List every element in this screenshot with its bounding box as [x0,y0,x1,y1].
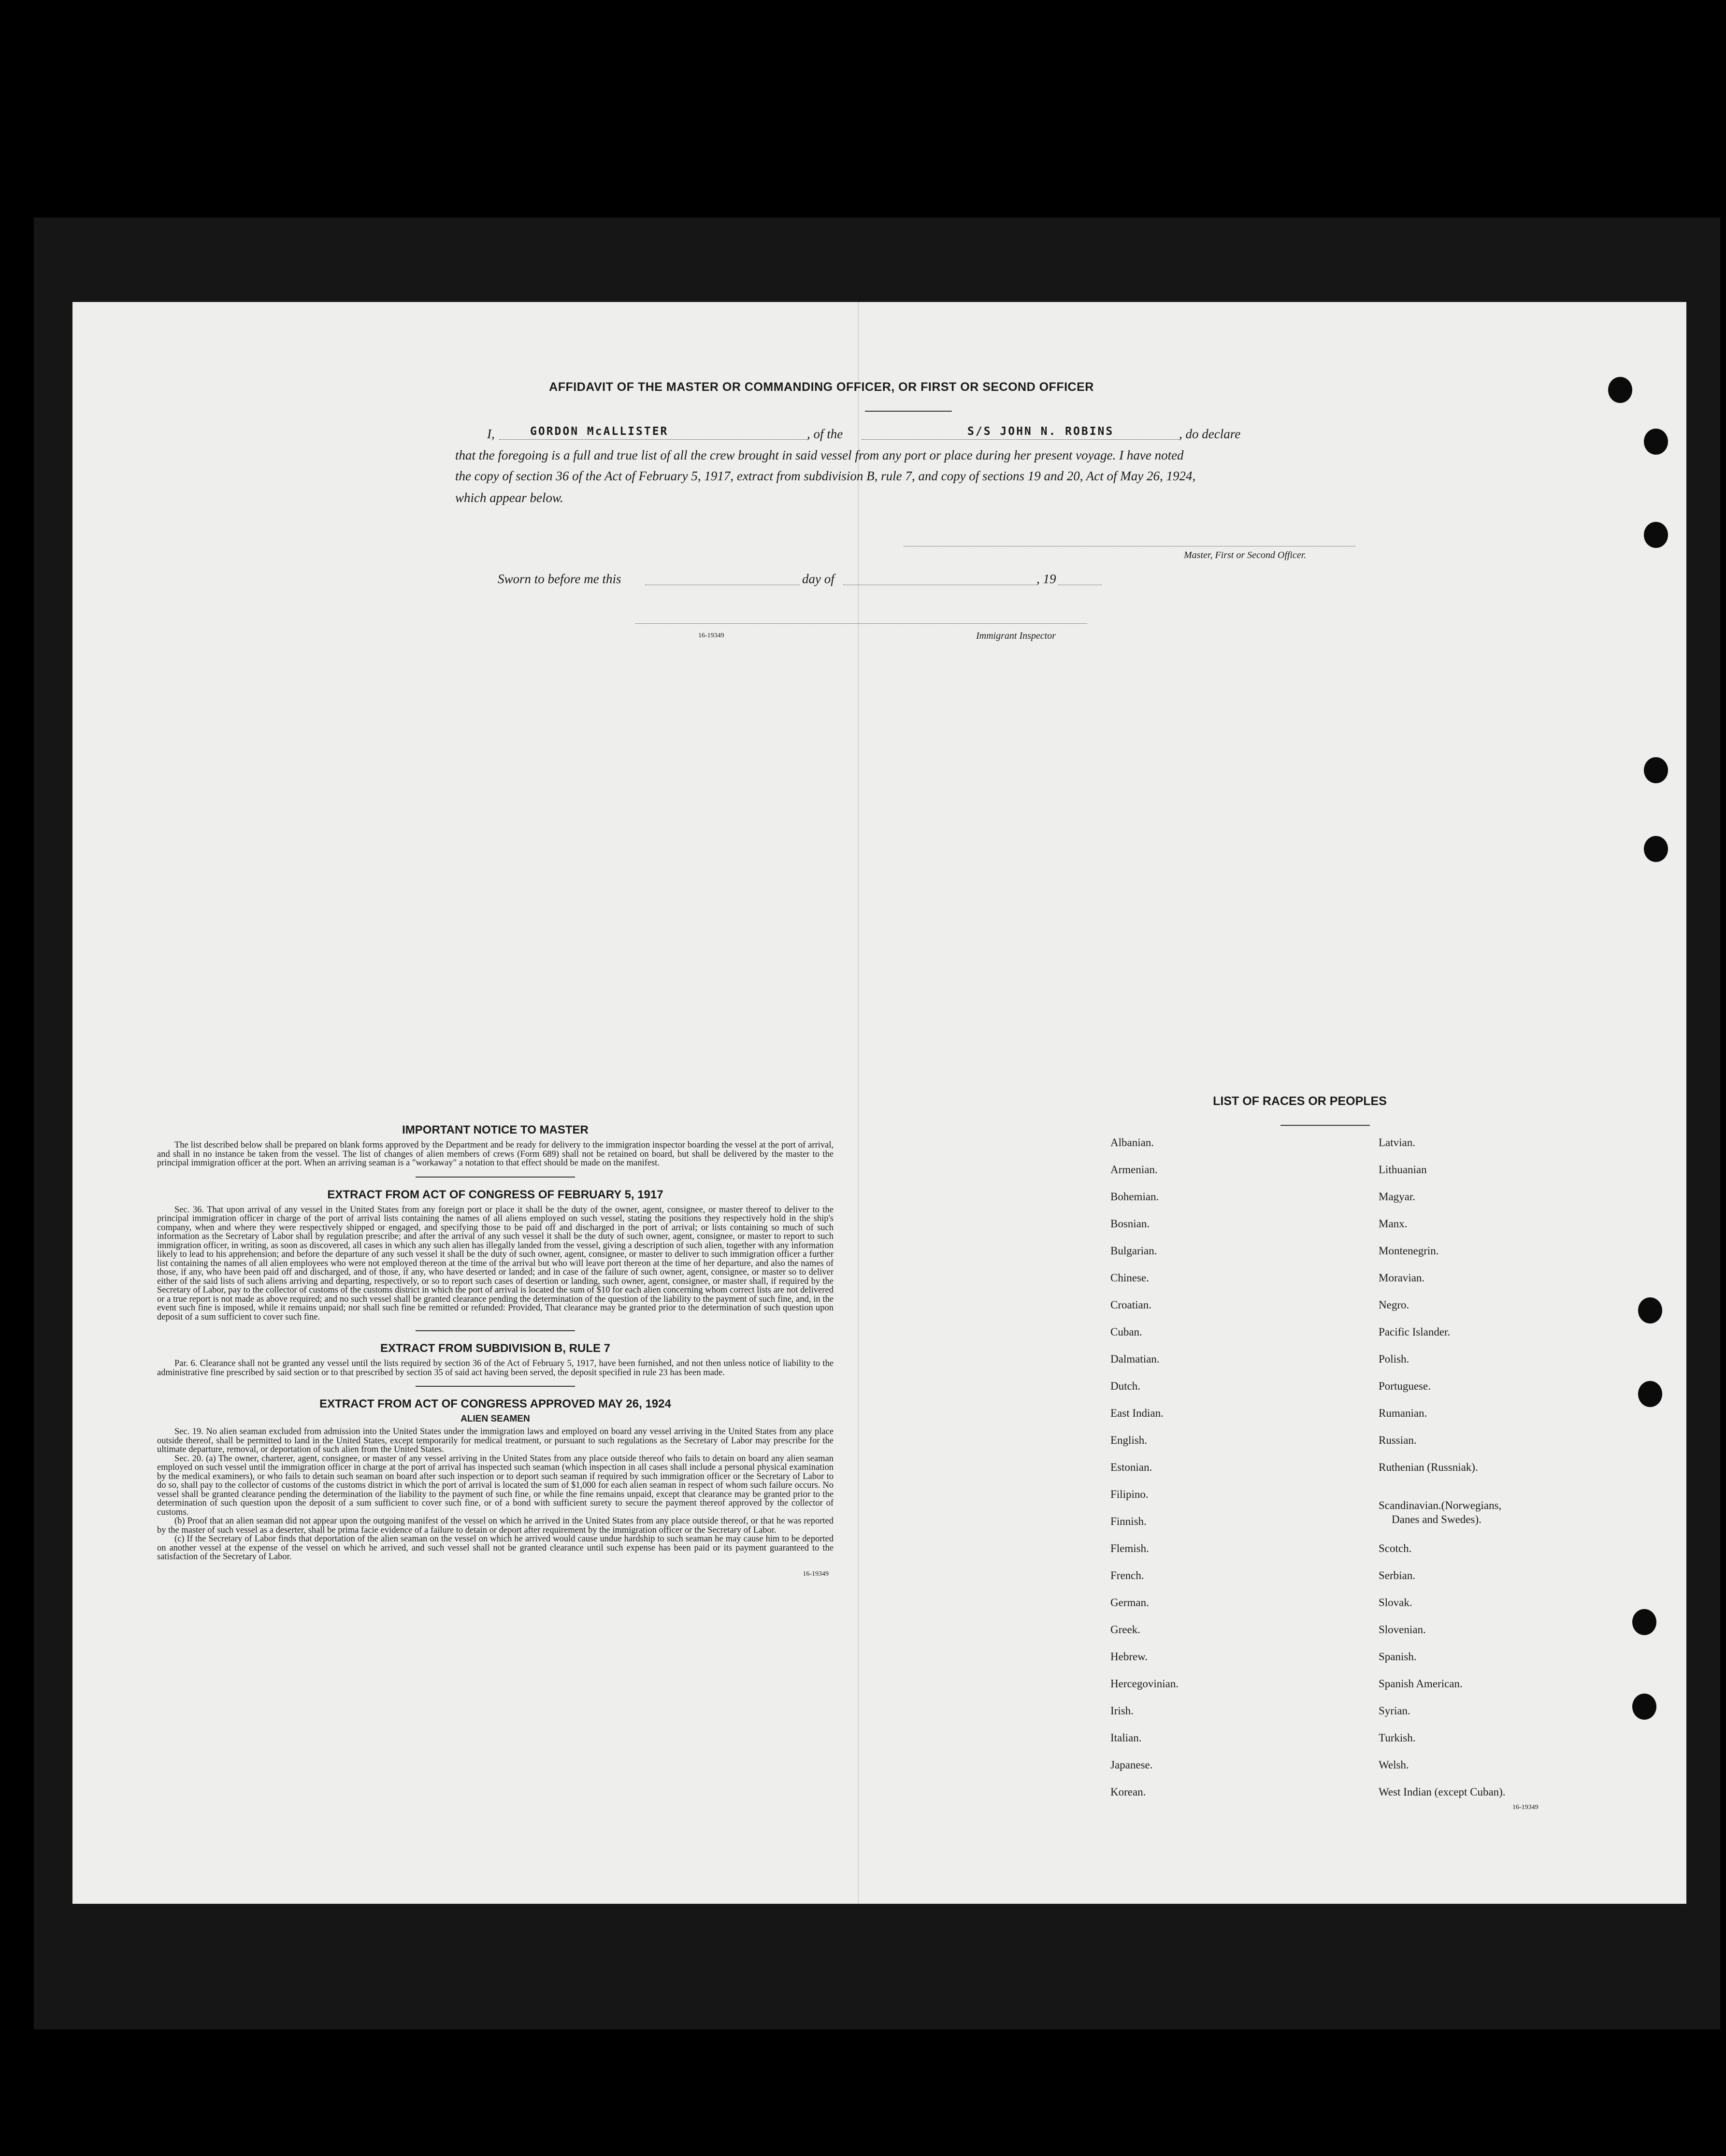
day-of-label: day of [802,572,834,586]
race-item: Filipino. [1110,1488,1149,1500]
race-item: Flemish. [1110,1542,1149,1554]
inspector-caption: Immigrant Inspector [976,631,1056,641]
punch-hole [1644,522,1668,548]
race-item: Greek. [1110,1624,1140,1636]
inspector-line [635,623,1087,624]
sec20c-text: (c) If the Secretary of Labor finds that deportation of the alien seaman on the vessel on which he arrived would cause undue hardship to such seaman he may cause him to be deported on another vessel at the expense of the vessel on which he arrived, and such vessel shall not be granted clearance until such expense has been paid or its payment guaranteed to the satisfaction of the Secretary of Labor. [157,1534,834,1562]
affidavit-line-2: that the foregoing is a full and true list of all the crew brought in said vessel from any port or place during her present voyage. I have noted [455,448,1184,462]
race-item: Korean. [1110,1786,1146,1798]
extract-1924-title: EXTRACT FROM ACT OF CONGRESS APPROVED MAY 26, 1924 [319,1397,671,1410]
race-item: Ruthenian (Russniak). [1379,1461,1478,1473]
race-item: Rumanian. [1379,1407,1427,1419]
affidavit-title: AFFIDAVIT OF THE MASTER OR COMMANDING OFFICER, OR FIRST OR SECOND OFFICER [549,380,1094,394]
form-number: 16-19349 [803,1570,829,1578]
race-item: Moravian. [1379,1272,1425,1284]
notice-section [157,1123,834,1578]
race-item: Irish. [1110,1705,1134,1717]
punch-hole [1644,836,1668,862]
race-item: English. [1110,1434,1148,1446]
race-item: Negro. [1379,1299,1410,1311]
race-item: Lithuanian [1379,1164,1427,1176]
race-item: Albanian. [1110,1136,1154,1149]
race-item: Dalmatian. [1110,1353,1160,1365]
race-item: Russian. [1379,1434,1417,1446]
signature-caption: Master, First or Second Officer. [1184,550,1307,561]
sec19-text: Sec. 19. No alien seaman excluded from admission into the United States under the immigration laws and employed on board any vessel arriving in the United States from any place outside thereof, shall be permitted to land in the United States, except temporarily for medical treatment, or pursuant to such regulations as the Secretary of Labor may prescribe for the ultimate departure, removal, or deportation of such alien from the United States. [157,1427,834,1454]
race-item: Danes and Swedes). [1392,1513,1481,1525]
races-divider [1280,1125,1370,1126]
master-name-field[interactable]: GORDON McALLISTER [530,425,669,438]
race-item: Chinese. [1110,1272,1149,1284]
do-declare-label: , do declare [1179,427,1241,441]
race-item: Pacific Islander. [1379,1326,1451,1338]
race-item: West Indian (except Cuban). [1379,1786,1506,1798]
page-fold [858,302,859,1904]
sworn-label: Sworn to before me this [498,572,621,586]
notice-title: IMPORTANT NOTICE TO MASTER [402,1123,589,1136]
extract-1917-title: EXTRACT FROM ACT OF CONGRESS OF FEBRUARY 5, 1917 [327,1188,663,1201]
race-item: East Indian. [1110,1407,1164,1419]
race-item: Hebrew. [1110,1651,1148,1663]
race-item: Dutch. [1110,1380,1140,1392]
affidavit-line-4: which appear below. [455,490,563,505]
race-item: Cuban. [1110,1326,1142,1338]
race-item: Slovenian. [1379,1624,1426,1636]
rule7-title: EXTRACT FROM SUBDIVISION B, RULE 7 [380,1342,611,1355]
year-prefix-label: , 19 [1036,572,1056,586]
race-item: Montenegrin. [1379,1245,1439,1257]
rule7-text: Par. 6. Clearance shall not be granted any vessel until the lists required by section 36 of the Act of February 5, 1917, have been furnished, and not then unless notice of liability to the administrative fine prescribed by said section or to that prescribed by section 35 of said act having been served, the deposit specified in rule 23 has been made. [157,1359,834,1378]
race-item: Scandinavian.(Norwegians, [1379,1499,1502,1511]
punch-hole [1632,1694,1656,1720]
title-divider [865,411,952,412]
sec20a-text: Sec. 20. (a) The owner, charterer, agent, consignee, or master of any vessel arriving in the United States from any place outside thereof who fails to detain on board any alien seaman employed on such vessel until the immigration officer in charge at the port of arrival has inspected such seaman (which inspection in all cases shall include a personal physical examination by the medical examiners), or who fails to detain such seaman on board after such inspection or to deport such seaman if required by such immigration officer or the Secretary of Labor to do so, shall pay to the collector of customs of the customs district in which the port of arrival is located the sum of $1,000 for each alien seaman in respect of whom such failure occurs. No vessel shall be granted clearance pending the determination of the liability to the payment of such fine, or while the fine remains unpaid, except that clearance may be granted prior to the determination of such question upon the deposit of a sum sufficient to cover such fine, or of a bond with sufficient surety to secure the payment thereof approved by the collector of customs. [157,1453,834,1517]
alien-seamen-subtitle: ALIEN SEAMEN [460,1414,530,1424]
race-item: Hercegovinian. [1110,1678,1179,1690]
race-item: German. [1110,1596,1149,1609]
race-item: Japanese. [1110,1759,1153,1771]
vessel-name-field[interactable]: S/S JOHN N. ROBINS [967,425,1114,438]
of-the-label: , of the [807,427,843,441]
race-item: Serbian. [1379,1569,1416,1581]
race-item: Estonian. [1110,1461,1152,1473]
race-item: Magyar. [1379,1191,1416,1203]
race-item: Slovak. [1379,1596,1412,1609]
affidavit-line-3: the copy of section 36 of the Act of February 5, 1917, extract from subdivision B, rule 7, and copy of sections 19 and 20, Act of May 26, 1924, [455,469,1196,483]
race-item: Turkish. [1379,1732,1416,1744]
race-item: Scotch. [1379,1542,1412,1554]
i-label: I, [487,427,495,441]
races-title: LIST OF RACES OR PEOPLES [1213,1094,1387,1108]
race-item: Italian. [1110,1732,1142,1744]
divider [416,1386,575,1387]
race-item: Spanish. [1379,1651,1417,1663]
punch-hole [1644,429,1668,455]
race-item: Armenian. [1110,1164,1158,1176]
punch-hole [1608,377,1632,403]
race-item: Finnish. [1110,1515,1147,1527]
race-item: Bulgarian. [1110,1245,1157,1257]
manifest-page [72,302,1686,1904]
divider [416,1177,575,1178]
extract-1917-text: Sec. 36. That upon arrival of any vessel in the United States from any foreign port or place it shall be the duty of the owner, agent, consignee, or master thereof to deliver to the principal immigration officer in charge of the port of arrival lists containing the names of all aliens employed on such vessel, stating the positions they respectively hold in the ship's company, when and where they were respectively shipped or engaged, and specifying those to be paid off and discharged in the port of arrival; or lists containing so much of such information as the Secretary of Labor shall by regulation prescribe; and after the arrival of any such vessel it shall be the duty of such owner, agent, consignee, or master to report to such immigration officer, in writing, as soon as discovered, all cases in which any such alien has illegally landed from the vessel, giving a description of such alien, together with any information likely to lead to his apprehension; and before the departure of any such vessel it shall be the duty of such owner, agent, consignee, or master to deliver to such immigration officer a further list containing the names of all alien employees who were not employed thereon at the time of the arrival but who will leave port thereon at the time of her departure, and also the names of those, if any, who have been paid off and discharged, and of those, if any, who have deserted or landed; and in case of the failure of such owner, agent, consignee, or master so to deliver either of the said lists of such aliens arriving and departing, respectively, or so to report such cases of desertion or landing, such owner, agent, consignee, or master shall, if required by the Secretary of Labor, pay to the collector of customs of the customs district in which the port of arrival is located the sum of $10 for each alien concerning whom correct lists are not delivered or a true report is not made as above required; and no such vessel shall be granted clearance pending the determination of the question of the liability to the payment of such fine, and, in the event such fine is imposed, while it remains unpaid; nor shall such fine be remitted or refunded: Provided, That clearance may be granted prior to the determination of such question upon deposit of a sum sufficient to cover such fine. [157,1205,834,1322]
punch-hole [1644,757,1668,783]
form-number: 16-19349 [1512,1804,1539,1811]
divider [416,1330,575,1331]
race-item: Welsh. [1379,1759,1409,1771]
race-item: Bosnian. [1110,1218,1150,1230]
race-item: Portuguese. [1379,1380,1431,1392]
race-item: Manx. [1379,1218,1408,1230]
race-item: Croatian. [1110,1299,1151,1311]
punch-hole [1632,1609,1656,1635]
punch-hole [1638,1381,1662,1407]
race-item: French. [1110,1569,1144,1581]
notice-text: The list described below shall be prepared on blank forms approved by the Department and be ready for delivery to the immigration inspector boarding the vessel at the port of arrival, and shall in no instance be taken from the vessel. The list of changes of alien members of crews (Form 689) shall not be retained on board, but shall be delivered by the master to the principal immigration officer at the port. When an arriving seaman is a "workaway" a notation to that effect should be made on the manifest. [157,1140,834,1168]
race-item: Syrian. [1379,1705,1410,1717]
vessel-name-line [862,439,1180,440]
master-name-line [499,439,808,440]
punch-hole [1638,1297,1662,1323]
race-item: Polish. [1379,1353,1410,1365]
sec20b-text: (b) Proof that an alien seaman did not appear upon the outgoing manifest of the vessel on which he arrived in the United States from any place outside thereof, or that he was reported by the master of such vessel as a deserter, shall be prima facie evidence of a failure to detain or deport after requirement by the immigration officer or the Secretary of Labor. [157,1516,834,1535]
form-number: 16-19349 [698,632,724,639]
race-item: Latvian. [1379,1136,1415,1149]
race-item: Bohemian. [1110,1191,1159,1203]
race-item: Spanish American. [1379,1678,1463,1690]
